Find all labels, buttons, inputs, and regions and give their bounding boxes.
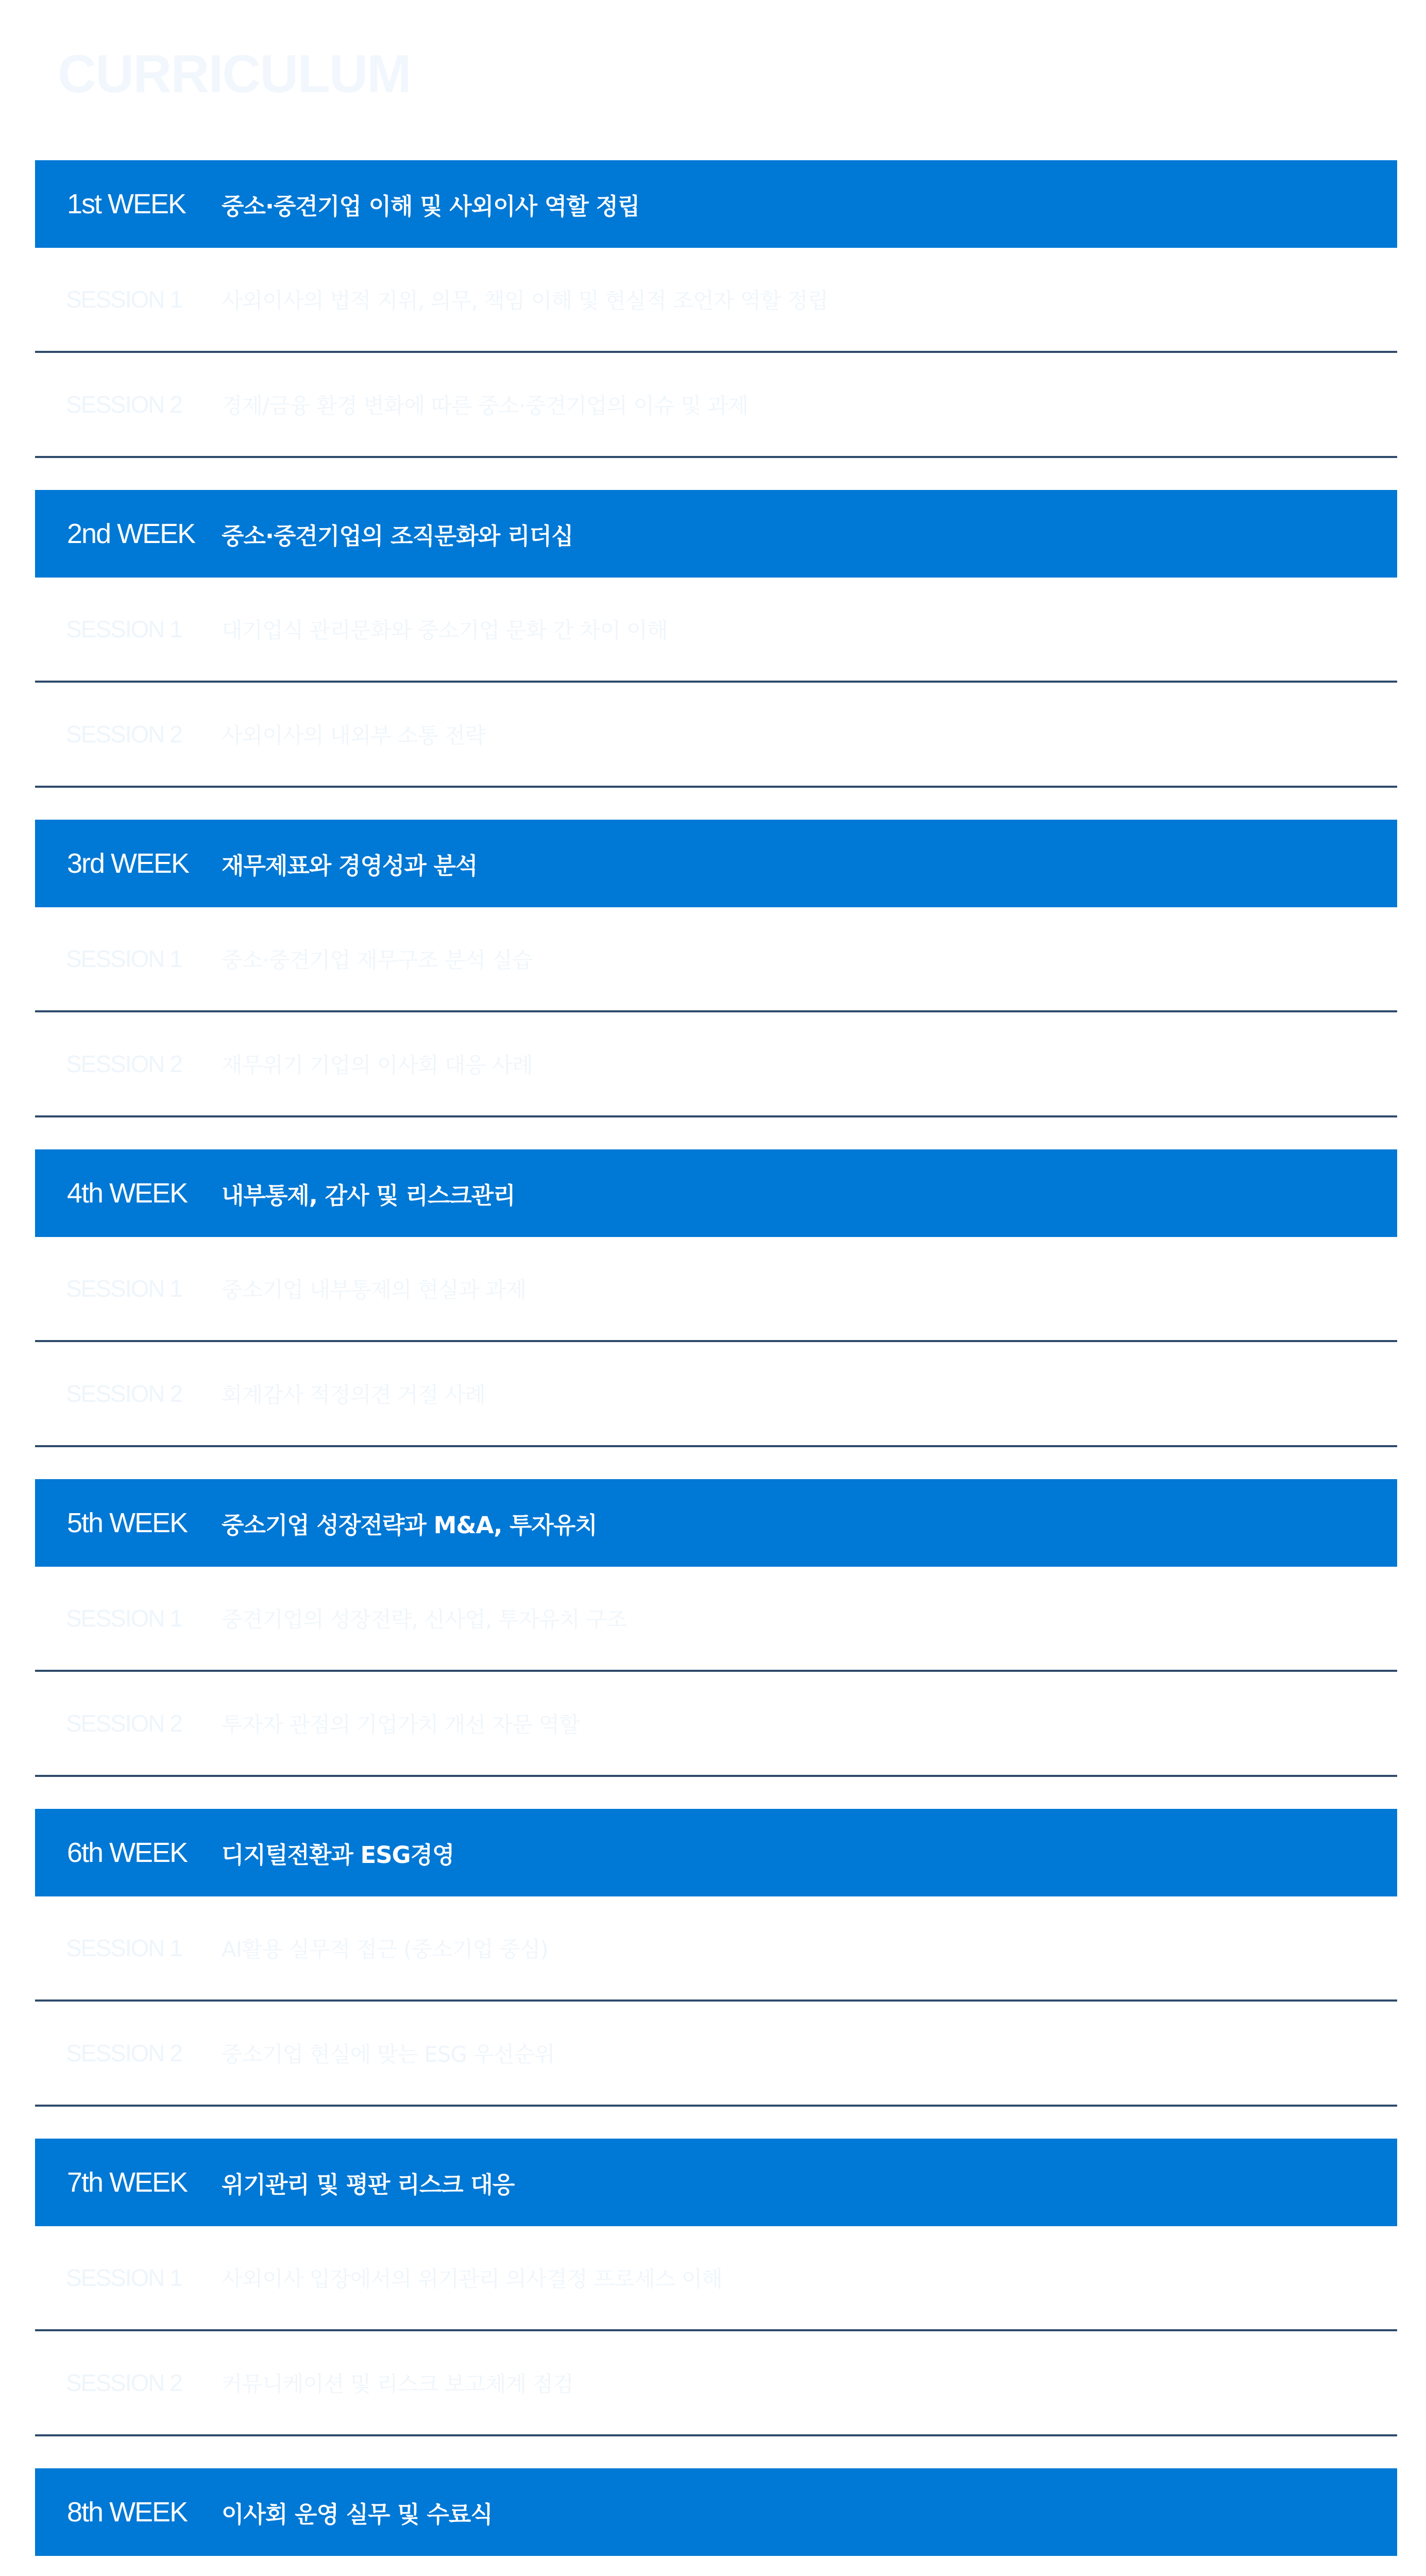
session-description: 중소기업 내부통제의 현실과 과제 xyxy=(222,1277,527,1302)
week-4 xyxy=(35,1149,1397,1447)
session-row xyxy=(35,2556,1397,2576)
session-label: SESSION 2 xyxy=(66,1050,182,1077)
week-label: 7th WEEK xyxy=(67,2167,188,2198)
session-description: 대기업식 관리문화와 중소기업 문화 간 차이 이해 xyxy=(222,618,668,643)
week-label: 5th WEEK xyxy=(67,1507,188,1538)
session-label: SESSION 2 xyxy=(66,1380,182,1407)
week-header xyxy=(35,1149,1397,1237)
session-label: SESSION 2 xyxy=(66,2369,182,2396)
session-row xyxy=(35,683,1397,788)
session-row xyxy=(35,1342,1397,1447)
week-header xyxy=(35,2468,1397,2556)
week-title: 내부통제, 감사 및 리스크관리 xyxy=(222,1181,515,1209)
session-row xyxy=(35,578,1397,683)
week-label: 8th WEEK xyxy=(67,2497,188,2528)
week-3 xyxy=(35,820,1397,1117)
session-row xyxy=(35,2002,1397,2107)
week-8 xyxy=(35,2468,1397,2576)
session-description: 회계감사 적정의견 거절 사례 xyxy=(222,1382,485,1408)
session-label: SESSION 1 xyxy=(66,1935,182,1961)
session-row xyxy=(35,248,1397,353)
session-label: SESSION 2 xyxy=(66,2040,182,2066)
week-header xyxy=(35,1479,1397,1567)
session-label: SESSION 1 xyxy=(66,945,182,972)
week-header xyxy=(35,2139,1397,2226)
week-header xyxy=(35,490,1397,578)
session-row xyxy=(35,2331,1397,2436)
session-description: 중소기업 현실에 맞는 ESG 우선순위 xyxy=(222,2042,555,2067)
page-title: CURRICULUM xyxy=(58,44,411,104)
week-title: 재무제표와 경영성과 분석 xyxy=(222,852,478,879)
session-row xyxy=(35,2226,1397,2331)
week-header xyxy=(35,1809,1397,1896)
week-title: 중소기업 성장전략과 M&A, 투자유치 xyxy=(222,1511,597,1539)
session-label: SESSION 2 xyxy=(66,391,182,418)
week-title: 디지털전환과 ESG경영 xyxy=(222,1841,454,1869)
session-description: 경제/금융 환경 변화에 따른 중소·중견기업의 이슈 및 과제 xyxy=(222,393,749,418)
week-title: 위기관리 및 평판 리스크 대응 xyxy=(222,2171,515,2198)
session-description: 중견기업의 성장전략, 신사업, 투자유치 구조 xyxy=(222,1607,627,1632)
session-description: 투자자 관점의 기업가치 개선 자문 역할 xyxy=(222,1712,580,1737)
session-description: AI활용 실무적 접근 (중소기업 중심) xyxy=(222,1937,548,1962)
week-label: 2nd WEEK xyxy=(67,518,195,549)
session-row xyxy=(35,353,1397,458)
session-description: 사외이사 입장에서의 위기관리 의사결정 프로세스 이해 xyxy=(222,2266,722,2292)
session-row xyxy=(35,1567,1397,1672)
session-label: SESSION 1 xyxy=(66,1275,182,1302)
week-label: 6th WEEK xyxy=(67,1837,188,1868)
week-label: 1st WEEK xyxy=(67,189,186,219)
session-row xyxy=(35,907,1397,1012)
week-label: 3rd WEEK xyxy=(67,848,189,879)
session-row xyxy=(35,1012,1397,1117)
week-2 xyxy=(35,490,1397,788)
week-header xyxy=(35,160,1397,248)
session-label: SESSION 1 xyxy=(66,286,182,313)
session-row xyxy=(35,1896,1397,2002)
session-row xyxy=(35,1237,1397,1342)
session-label: SESSION 2 xyxy=(66,721,182,748)
week-label: 4th WEEK xyxy=(67,1178,188,1209)
session-description: 커뮤니케이션 및 리스크 보고체계 점검 xyxy=(222,2371,573,2397)
week-1 xyxy=(35,160,1397,458)
week-5 xyxy=(35,1479,1397,1777)
session-description: 중소·중견기업 재무구조 분석 실습 xyxy=(222,947,533,973)
session-label: SESSION 1 xyxy=(66,2264,182,2291)
week-title: 중소·중견기업의 조직문화와 리더십 xyxy=(222,522,573,550)
session-description: 재무위기 기업의 이사회 대응 사례 xyxy=(222,1053,533,1078)
session-description: 사외이사의 법적 지위, 의무, 책임 이해 및 현실적 조언자 역할 정립 xyxy=(222,288,828,313)
session-label: SESSION 1 xyxy=(66,1605,182,1632)
week-header xyxy=(35,820,1397,907)
session-label: SESSION 1 xyxy=(66,616,182,642)
week-6 xyxy=(35,1809,1397,2107)
week-title: 중소·중견기업 이해 및 사외이사 역할 정립 xyxy=(222,192,640,220)
week-7 xyxy=(35,2139,1397,2436)
week-list xyxy=(35,160,1397,2576)
session-description: 사외이사의 내외부 소통 전략 xyxy=(222,723,485,748)
session-label: SESSION 2 xyxy=(66,1710,182,1737)
session-row xyxy=(35,1672,1397,1777)
week-title: 이사회 운영 실무 및 수료식 xyxy=(222,2500,493,2528)
